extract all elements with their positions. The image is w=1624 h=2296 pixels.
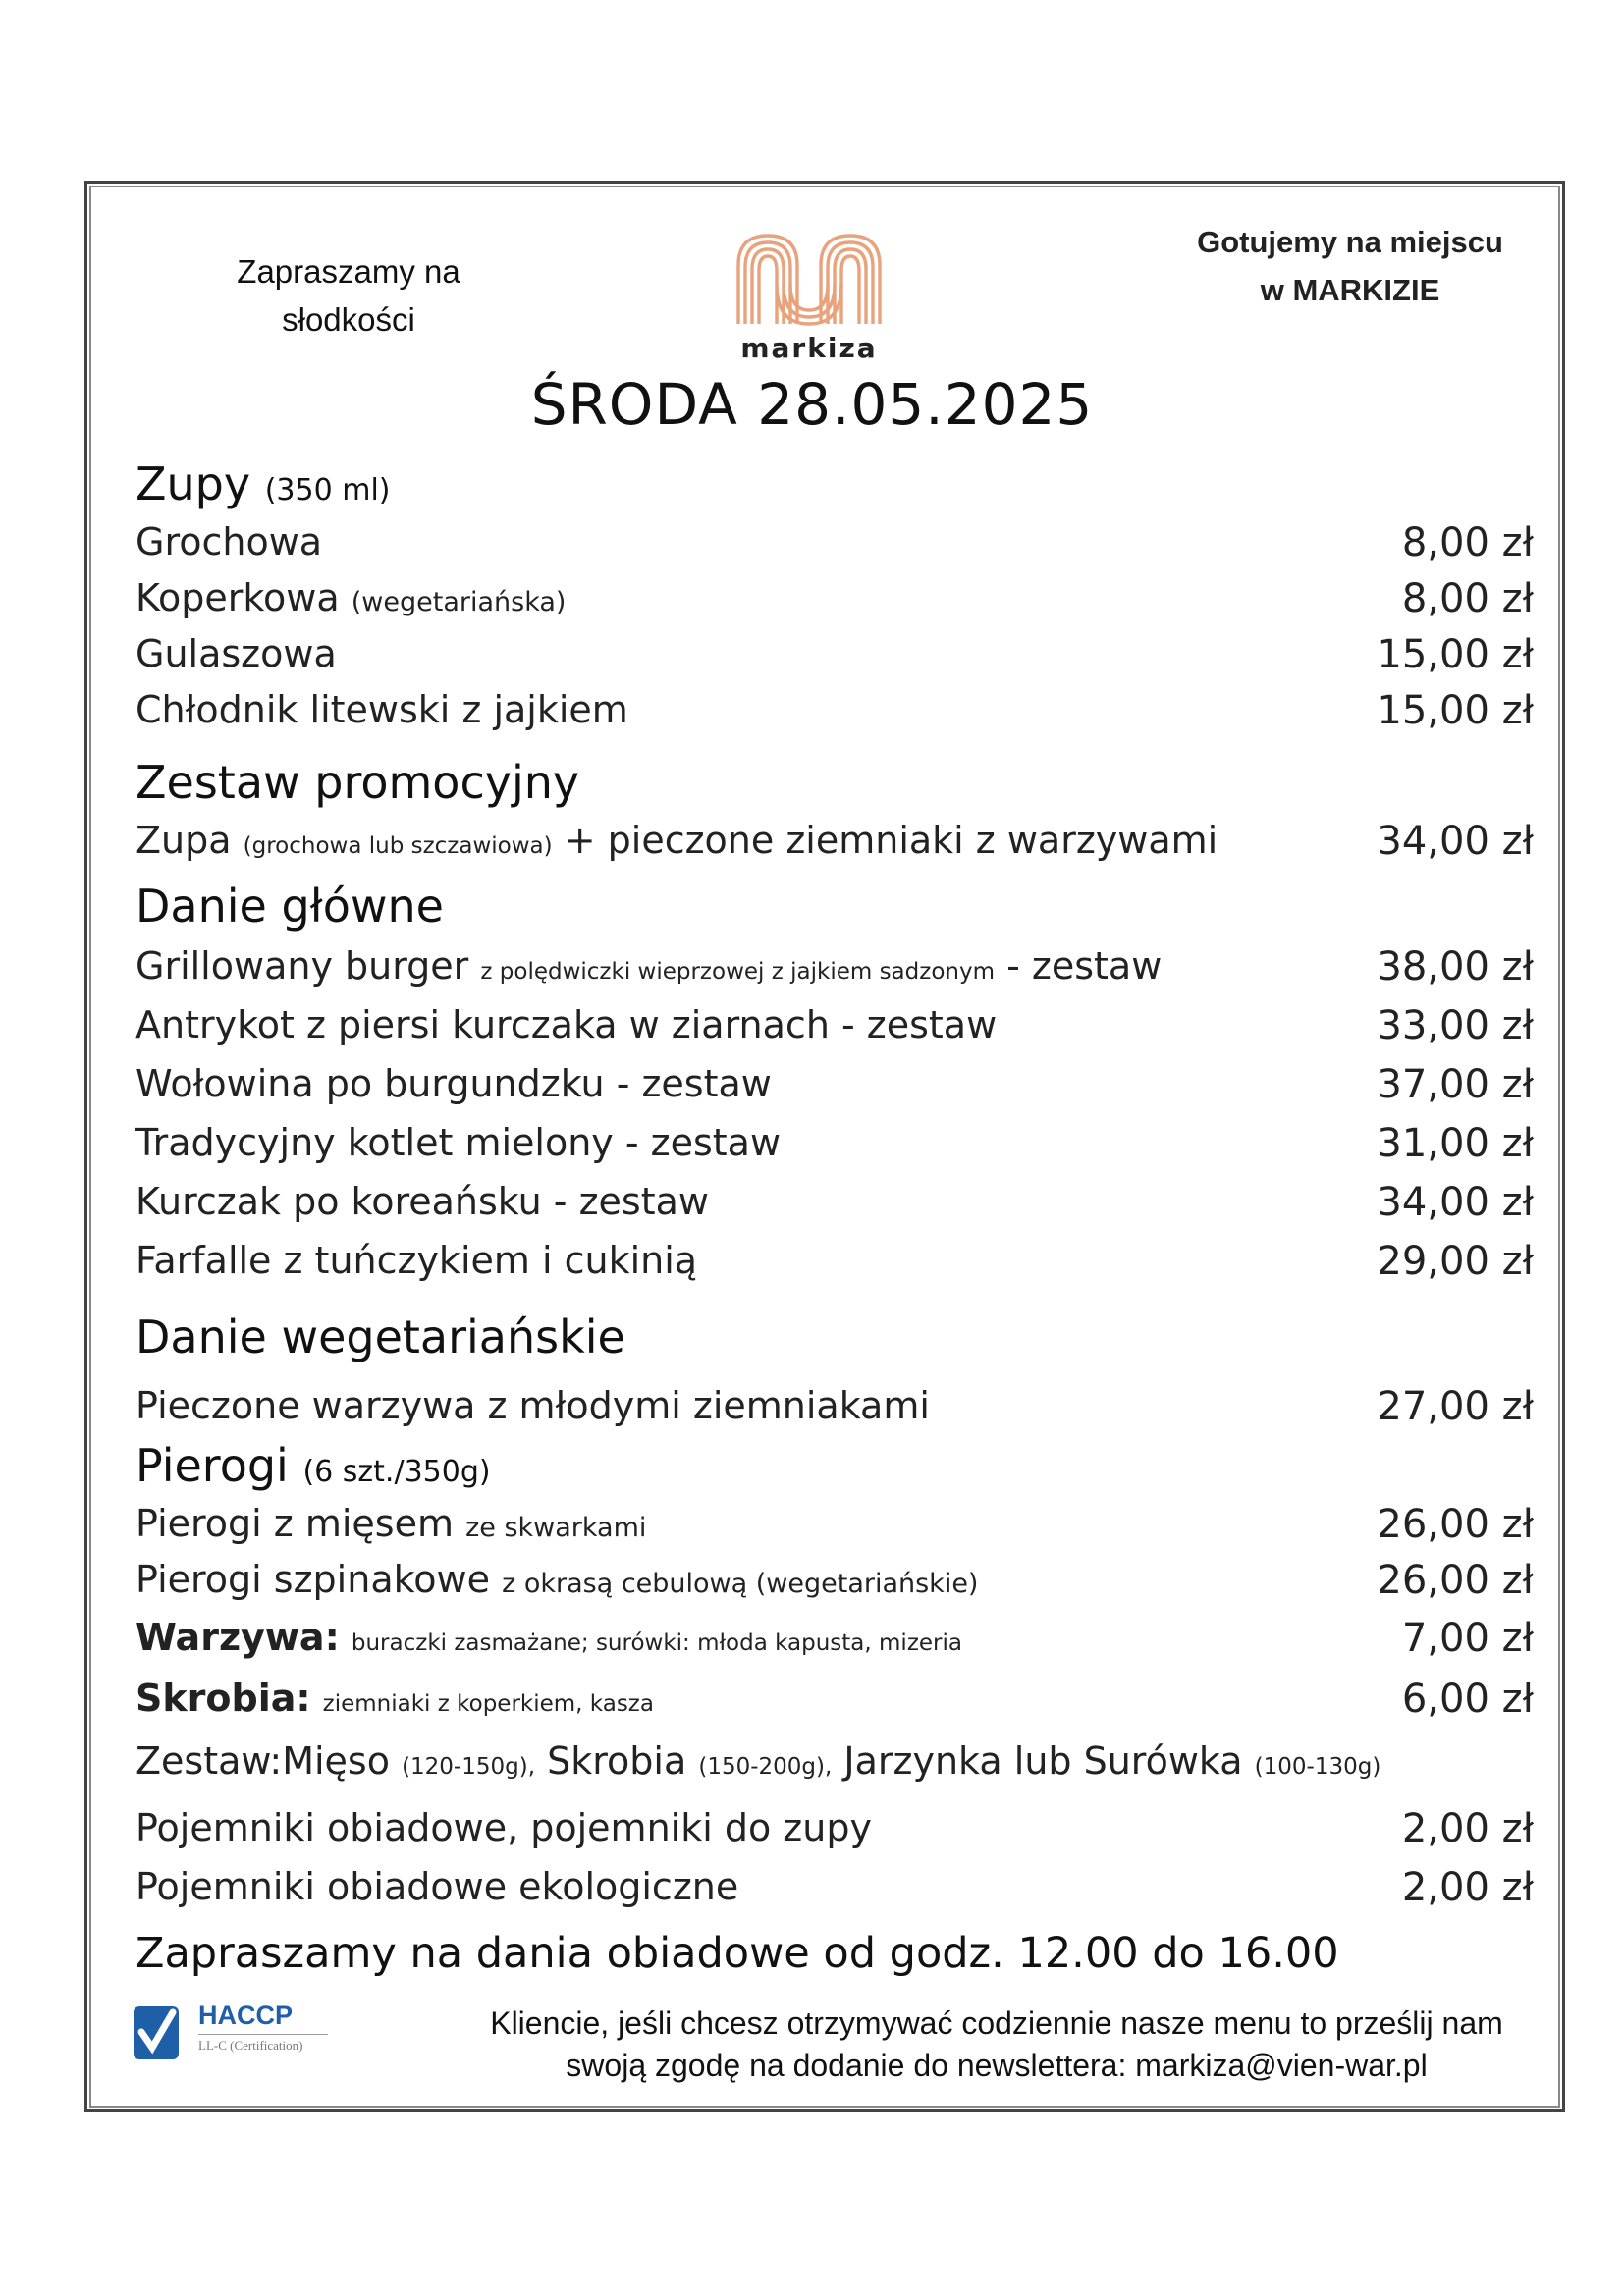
- item-name-rest: + pieczone ziemniaki z warzywami: [564, 819, 1218, 862]
- item-name-rest: - zestaw: [1006, 944, 1163, 988]
- set-part: Zestaw:Mięso: [135, 1739, 390, 1783]
- item-price: 31,00 zł: [1377, 1121, 1534, 1166]
- newsletter-line1: Kliencie, jeśli chcesz otrzymywać codziennie nasze menu to prześlij nam: [490, 2005, 1503, 2041]
- set-part: Skrobia: [547, 1739, 687, 1783]
- checkmark-icon: [134, 2002, 181, 2061]
- set-part: Jarzynka lub Surówka: [843, 1739, 1243, 1783]
- item-price: 29,00 zł: [1377, 1239, 1534, 1284]
- item-price: 26,00 zł: [1377, 1502, 1534, 1547]
- section-pierogi-heading: Pierogi: [135, 1439, 289, 1492]
- set-composition: [135, 1739, 1534, 1794]
- section-main-heading: Danie główne: [135, 880, 444, 933]
- item-name: Pojemniki obiadowe, pojemniki do zupy: [135, 1806, 872, 1849]
- sweets-invite-line2: słodkości: [282, 301, 415, 338]
- item-name: Pierogi z mięsem: [135, 1502, 454, 1545]
- menu-row: [135, 576, 1534, 631]
- item-label: Skrobia:: [135, 1677, 311, 1720]
- menu-row: [135, 1239, 1534, 1294]
- item-note: (grochowa lub szczawiowa): [243, 833, 553, 859]
- item-price: 38,00 zł: [1377, 944, 1534, 989]
- sweets-invite: [196, 247, 501, 344]
- item-price: 8,00 zł: [1401, 576, 1534, 621]
- cooking-note-line1: Gotujemy na miejscu: [1197, 225, 1503, 259]
- menu-row: [135, 1003, 1534, 1058]
- cooking-note-line2: w MARKIZIE: [1260, 273, 1440, 307]
- item-price: 27,00 zł: [1377, 1384, 1534, 1429]
- menu-row: [135, 1865, 1534, 1920]
- section-promo-heading: Zestaw promocyjny: [135, 756, 580, 809]
- item-price: 6,00 zł: [1401, 1677, 1534, 1722]
- item-price: 15,00 zł: [1377, 632, 1534, 677]
- newsletter-note: [432, 2002, 1561, 2087]
- section-pierogi: [135, 1439, 491, 1492]
- item-name: Koperkowa: [135, 576, 340, 619]
- menu-row: [135, 819, 1534, 874]
- menu-row: [135, 1180, 1534, 1235]
- section-vege-heading: Danie wegetariańskie: [135, 1310, 625, 1363]
- haccp-sub: LL-C (Certification): [198, 2038, 303, 2053]
- menu-row: [135, 1502, 1534, 1557]
- menu-row: [135, 1062, 1534, 1117]
- item-note: (wegetariańska): [351, 587, 567, 617]
- item-price: 33,00 zł: [1377, 1003, 1534, 1048]
- sweets-invite-line1: Zapraszamy na: [237, 253, 460, 290]
- section-soups-note: (350 ml): [264, 473, 391, 507]
- haccp-badge: [134, 2001, 330, 2061]
- item-name: Kurczak po koreańsku - zestaw: [135, 1180, 709, 1223]
- menu-row: [135, 944, 1534, 999]
- menu-date-title: ŚRODA 28.05.2025: [530, 371, 1094, 438]
- menu-row: [135, 688, 1534, 743]
- item-price: 34,00 zł: [1377, 1180, 1534, 1225]
- item-name: Farfalle z tuńczykiem i cukinią: [135, 1239, 698, 1282]
- menu-row: [135, 1384, 1534, 1439]
- item-name: Tradycyjny kotlet mielony - zestaw: [135, 1121, 782, 1164]
- item-label: Warzywa:: [135, 1616, 340, 1659]
- item-note: ze skwarkami: [465, 1513, 647, 1543]
- menu-row: [135, 1806, 1534, 1861]
- item-name: Pojemniki obiadowe ekologiczne: [135, 1865, 739, 1908]
- menu-row: [135, 1121, 1534, 1176]
- haccp-label: HACCP: [198, 2001, 294, 2030]
- logo-text: markiza: [740, 332, 878, 364]
- lunch-hours: Zapraszamy na dania obiadowe od godz. 12.00 do 16.00: [135, 1929, 1339, 1978]
- item-price: 2,00 zł: [1401, 1806, 1534, 1851]
- item-name: Wołowina po burgundzku - zestaw: [135, 1062, 772, 1105]
- item-name: Zupa: [135, 819, 232, 862]
- section-soups: [135, 457, 390, 510]
- item-note: buraczki zasmażane; surówki: młoda kapusta, mizeria: [351, 1630, 962, 1656]
- menu-row: [135, 632, 1534, 687]
- set-weight: (150-200g),: [698, 1754, 833, 1780]
- item-name: Grillowany burger: [135, 944, 469, 988]
- menu-row: [135, 520, 1534, 575]
- section-pierogi-note: (6 szt./350g): [302, 1455, 491, 1489]
- item-name: Pieczone warzywa z młodymi ziemniakami: [135, 1384, 930, 1427]
- item-price: 34,00 zł: [1377, 819, 1534, 864]
- item-note: ziemniaki z koperkiem, kasza: [322, 1691, 654, 1717]
- item-price: 7,00 zł: [1401, 1616, 1534, 1661]
- item-name: Antrykot z piersi kurczaka w ziarnach - zestaw: [135, 1003, 998, 1046]
- item-price: 26,00 zł: [1377, 1558, 1534, 1603]
- newsletter-line2: swoją zgodę na dodanie do newslettera: markiza@vien-war.pl: [566, 2048, 1428, 2083]
- item-note: z okrasą cebulową (wegetariańskie): [502, 1569, 979, 1599]
- item-note: z polędwiczki wieprzowej z jajkiem sadzonym: [480, 959, 995, 985]
- item-price: 15,00 zł: [1377, 688, 1534, 733]
- cooking-note: [1159, 218, 1542, 314]
- item-name: Grochowa: [135, 520, 323, 563]
- menu-row: [135, 1558, 1534, 1613]
- section-soups-heading: Zupy: [135, 457, 251, 510]
- set-weight: (120-150g),: [402, 1754, 536, 1780]
- item-name: Gulaszowa: [135, 632, 337, 675]
- item-name: Chłodnik litewski z jajkiem: [135, 688, 628, 731]
- menu-row: [135, 1677, 1534, 1732]
- item-price: 2,00 zł: [1401, 1865, 1534, 1910]
- item-price: 37,00 zł: [1377, 1062, 1534, 1107]
- set-weight: (100-130g): [1254, 1754, 1381, 1780]
- item-price: 8,00 zł: [1401, 520, 1534, 565]
- item-name: Pierogi szpinakowe: [135, 1558, 490, 1601]
- menu-row: [135, 1616, 1534, 1671]
